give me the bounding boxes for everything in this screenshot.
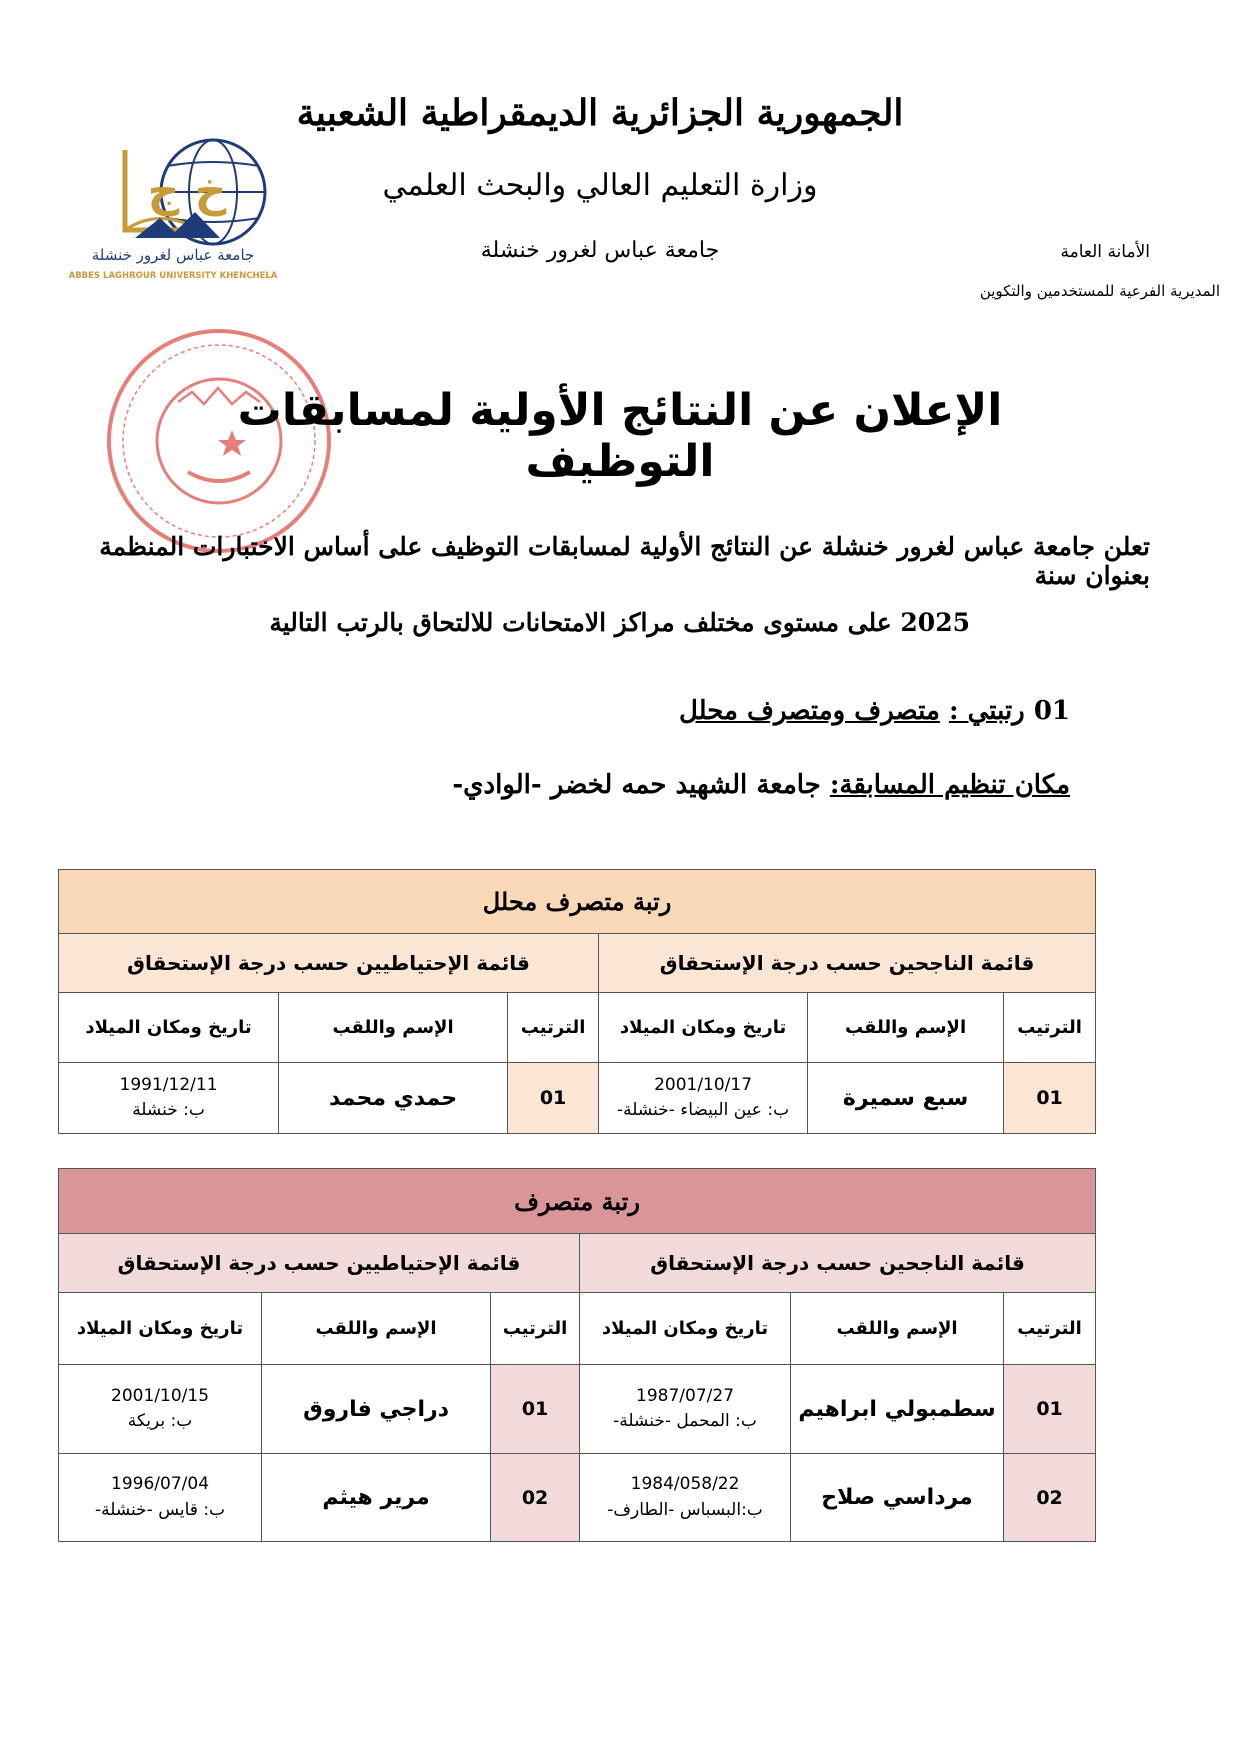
birth-date: 1984/058/22 — [630, 1474, 740, 1494]
ministry-title: وزارة التعليم العالي والبحث العلمي — [382, 168, 818, 203]
university-logo — [68, 130, 285, 300]
birth-date: 2001/10/17 — [654, 1074, 753, 1095]
successful-list-title: قائمة الناجحين حسب درجة الإستحقاق — [599, 934, 1096, 993]
birth-date: 1996/07/04 — [111, 1474, 210, 1494]
secretariat-label: الأمانة العامة — [1060, 242, 1150, 262]
rank-value: متصرف ومتصرف محلل — [678, 696, 940, 726]
col-header-birth: تاريخ ومكان الميلاد — [59, 1293, 262, 1365]
birth-date: 1991/12/11 — [119, 1074, 218, 1095]
successful-birth — [599, 1063, 808, 1134]
rank-label: رتبتي : — [948, 696, 1025, 726]
reserve-name: دراجي فاروق — [262, 1365, 491, 1454]
col-header-name: الإسم واللقب — [262, 1293, 491, 1365]
col-header-rank: الترتيب — [508, 993, 599, 1063]
col-header-name: الإسم واللقب — [279, 993, 508, 1063]
place-value: جامعة الشهيد حمه لخضر -الوادي- — [452, 770, 821, 800]
reserve-rank: 01 — [491, 1365, 580, 1454]
reserve-name: حمدي محمد — [279, 1063, 508, 1134]
republic-title: الجمهورية الجزائرية الديمقراطية الشعبية — [296, 92, 904, 134]
reserve-list-title: قائمة الإحتياطيين حسب درجة الإستحقاق — [59, 1234, 580, 1293]
rank-number: 01 — [1033, 696, 1070, 726]
logo-latin-name: ABBES LAGHROUR UNIVERSITY KHENCHELA — [68, 271, 278, 281]
place-label: مكان تنظيم المسابقة: — [829, 770, 1070, 800]
intro-line-1: تعلن جامعة عباس لغرور خنشلة عن النتائج الأولية لمسابقات التوظيف على أساس الاختبارات المنظمة بعنوان سنة — [99, 532, 1150, 590]
col-header-rank: الترتيب — [491, 1293, 580, 1365]
col-header-birth: تاريخ ومكان الميلاد — [59, 993, 279, 1063]
results-table-administrator — [58, 1168, 1096, 1542]
successful-rank: 01 — [1004, 1365, 1096, 1454]
rank-line — [600, 696, 1070, 726]
col-header-rank: الترتيب — [1004, 993, 1096, 1063]
table-row — [59, 1365, 1096, 1454]
birth-place: ب: المحمل -خنشلة- — [613, 1411, 757, 1431]
table-rank-title: رتبة متصرف — [59, 1169, 1096, 1234]
col-header-birth: تاريخ ومكان الميلاد — [599, 993, 808, 1063]
table-row — [59, 1063, 1096, 1134]
col-header-rank: الترتيب — [1004, 1293, 1096, 1365]
successful-name: مرداسي صلاح — [791, 1454, 1004, 1542]
table-rank-title: رتبة متصرف محلل — [59, 870, 1096, 934]
reserve-rank: 01 — [508, 1063, 599, 1134]
logo-arabic-name: جامعة عباس لغرور خنشلة — [91, 246, 255, 264]
reserve-birth — [59, 1365, 262, 1454]
successful-rank: 02 — [1004, 1454, 1096, 1542]
reserve-list-title: قائمة الإحتياطيين حسب درجة الإستحقاق — [59, 934, 599, 993]
announcement-headline: الإعلان عن النتائج الأولية لمسابقات التوظيف — [237, 385, 1003, 487]
col-header-name: الإسم واللقب — [808, 993, 1004, 1063]
successful-birth — [580, 1454, 791, 1542]
birth-place: ب:البسباس -الطارف- — [607, 1499, 763, 1520]
birth-place: ب: خنشلة — [132, 1100, 205, 1120]
university-title: جامعة عباس لغرور خنشلة — [480, 238, 720, 263]
results-table-analyst-administrator — [58, 869, 1096, 1134]
reserve-birth — [59, 1454, 262, 1542]
birth-date: 1987/07/27 — [636, 1385, 735, 1406]
intro-line-2: 2025 على مستوى مختلف مراكز الامتحانات للالتحاق بالرتب التالية — [269, 608, 970, 637]
birth-place: ب: عين البيضاء -خنشلة- — [617, 1100, 790, 1120]
logo-glyph: خ ج — [147, 166, 227, 217]
reserve-birth — [59, 1063, 279, 1134]
reserve-rank: 02 — [491, 1454, 580, 1542]
birth-place: ب: قايس -خنشلة- — [94, 1499, 226, 1520]
col-header-name: الإسم واللقب — [791, 1293, 1004, 1365]
successful-birth — [580, 1365, 791, 1454]
place-line — [380, 770, 1070, 800]
successful-name: سبع سميرة — [808, 1063, 1004, 1134]
table-row — [59, 1454, 1096, 1542]
successful-list-title: قائمة الناجحين حسب درجة الإستحقاق — [580, 1234, 1096, 1293]
birth-date: 2001/10/15 — [111, 1385, 210, 1406]
directorate-label: المديرية الفرعية للمستخدمين والتكوين — [979, 282, 1220, 300]
successful-rank: 01 — [1004, 1063, 1096, 1134]
birth-place: ب: بريكة — [127, 1411, 193, 1431]
reserve-name: مرير هيثم — [262, 1454, 491, 1542]
col-header-birth: تاريخ ومكان الميلاد — [580, 1293, 791, 1365]
successful-name: سطمبولي ابراهيم — [791, 1365, 1004, 1454]
